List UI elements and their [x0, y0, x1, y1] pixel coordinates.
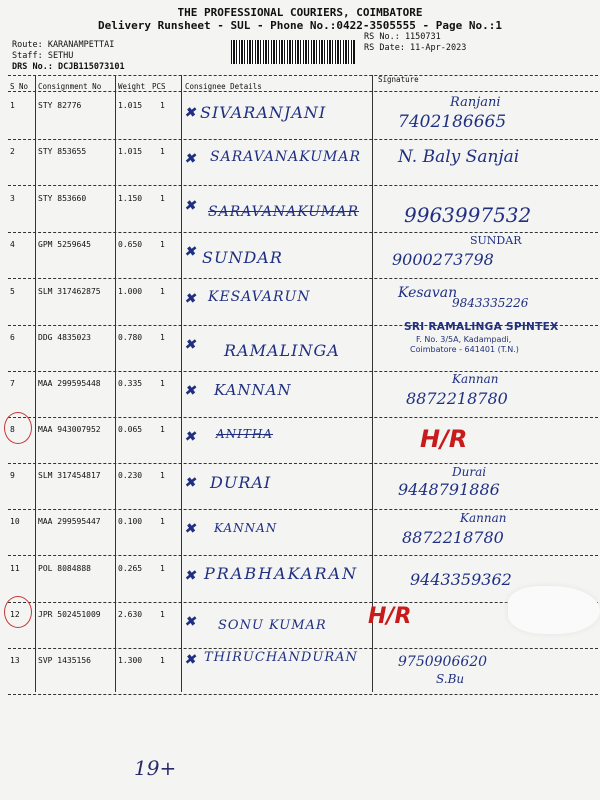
- row-sig2: 9000273798: [392, 250, 494, 269]
- row-consignee: SIVARANJANI: [200, 103, 327, 122]
- row-consignee: KANNAN: [214, 381, 292, 399]
- row-consignment: MAA 299595448: [38, 379, 101, 388]
- row-consignment: STY 82776: [38, 101, 82, 110]
- company-title: THE PROFESSIONAL COURIERS, COIMBATORE: [177, 6, 423, 19]
- row-sno: 5: [10, 287, 15, 296]
- table-header-rule: [8, 91, 598, 92]
- row-consignment: DDG 4835023: [38, 333, 91, 342]
- table-row: [0, 279, 600, 325]
- row-sno: 2: [10, 147, 15, 156]
- tick-mark-icon: ✖: [184, 475, 196, 491]
- row-sig2: 8872218780: [406, 389, 508, 408]
- row-sig1: SUNDAR: [470, 234, 522, 247]
- row-sig2: 9843335226: [452, 296, 529, 310]
- tick-mark-icon: ✖: [184, 614, 196, 630]
- row-consignment: STY 853660: [38, 194, 87, 203]
- correction-blot: [508, 586, 600, 634]
- row-pcs: 1: [160, 471, 165, 480]
- runsheet-subtitle: Delivery Runsheet - SUL - Phone No.:0422-3505555 - Page No.:1: [98, 19, 502, 32]
- row-consignment: GPM 5259645: [38, 240, 91, 249]
- row-sig1: Ranjani: [450, 95, 501, 110]
- row-consignee: SUNDAR: [202, 248, 283, 267]
- row-consignment: MAA 299595447: [38, 517, 101, 526]
- tick-mark-icon: ✖: [184, 291, 196, 307]
- row-weight: 2.630: [118, 610, 143, 619]
- row-consignee: PRABHAKARAN: [204, 564, 359, 583]
- row-weight: 1.150: [118, 194, 143, 203]
- row-sno: 6: [10, 333, 15, 342]
- row-consignment: SLM 317454817: [38, 471, 101, 480]
- row-pcs: 1: [160, 564, 165, 573]
- row-sig1: Kannan: [452, 372, 499, 386]
- table-row: [0, 648, 600, 694]
- row-consignment: POL 8084888: [38, 564, 91, 573]
- rs-number: RS No.: 1150731: [364, 32, 441, 42]
- row-weight: 0.065: [118, 425, 143, 434]
- row-weight: 0.335: [118, 379, 143, 388]
- stamp-name: SRI RAMALINGA SPINTEX: [404, 321, 559, 333]
- row-sno: 13: [10, 656, 20, 665]
- col-header-consignment: Consignment No: [38, 82, 102, 91]
- row-consignee: KESAVARUN: [208, 289, 311, 305]
- row-pcs: 1: [160, 333, 165, 342]
- row-sig2: 9448791886: [398, 480, 500, 499]
- row-sno: 7: [10, 379, 15, 388]
- row-sno: 12: [10, 610, 20, 619]
- row-rule: [8, 694, 598, 695]
- row-consignee: RAMALINGA: [224, 341, 340, 360]
- tick-mark-icon: ✖: [184, 383, 196, 399]
- row-sig2: 7402186665: [398, 112, 507, 132]
- row-consignment: SLM 317462875: [38, 287, 101, 296]
- tick-mark-icon: ✖: [184, 198, 196, 214]
- row-sig1: S.Bu: [436, 672, 465, 686]
- table-row: [0, 139, 600, 185]
- tick-mark-icon: ✖: [184, 568, 196, 584]
- drs-number: DRS No.: DCJB115073101: [12, 62, 125, 72]
- row-sno: 1: [10, 101, 15, 110]
- row-weight: 0.265: [118, 564, 143, 573]
- footer-mark: 19+: [134, 756, 177, 780]
- row-sig2: 9750906620: [398, 654, 488, 670]
- row-sig1: Kesavan: [398, 285, 458, 301]
- row-consignee: SONU KUMAR: [218, 618, 327, 633]
- row-pcs: 1: [160, 610, 165, 619]
- row-consignment: MAA 943007952: [38, 425, 101, 434]
- row-weight: 0.780: [118, 333, 143, 342]
- row-pcs: 1: [160, 240, 165, 249]
- row-consignee: DURAI: [210, 473, 272, 492]
- row-sno: 11: [10, 564, 20, 573]
- staff-label: Staff: SETHU: [12, 51, 74, 61]
- row-consignee: ANITHA: [216, 427, 274, 441]
- row-sig1: H/R: [420, 425, 468, 453]
- table-row: [0, 463, 600, 509]
- tick-mark-icon: ✖: [184, 337, 196, 353]
- row-pcs: 1: [160, 517, 165, 526]
- row-sno: 10: [10, 517, 20, 526]
- row-consignee: SARAVANAKUMAR: [208, 204, 360, 220]
- col-header-consignee: Consignee Details: [185, 82, 262, 91]
- table-row: [0, 509, 600, 555]
- company-stamp: [404, 321, 594, 354]
- row-weight: 0.100: [118, 517, 143, 526]
- row-consignee: KANNAN: [214, 521, 278, 535]
- table-row: [0, 93, 600, 139]
- row-8-circle: [4, 412, 32, 444]
- row-sno: 4: [10, 240, 15, 249]
- route-label: Route: KARANAMPETTAI: [12, 40, 115, 50]
- row-sig1: H/R: [368, 604, 412, 629]
- stamp-address-1: F. No. 3/5A, Kadampadi,: [416, 335, 512, 344]
- tick-mark-icon: ✖: [184, 429, 196, 445]
- row-sig2: 9963997532: [404, 203, 532, 227]
- tick-mark-icon: ✖: [184, 105, 196, 121]
- row-weight: 0.650: [118, 240, 143, 249]
- table-row: [0, 186, 600, 232]
- table-top-rule: [8, 75, 598, 76]
- table-row: [0, 417, 600, 463]
- row-weight: 1.015: [118, 147, 143, 156]
- row-consignment: STY 853655: [38, 147, 87, 156]
- table-row: [0, 371, 600, 417]
- tick-mark-icon: ✖: [184, 151, 196, 167]
- row-consignee: SARAVANAKUMAR: [210, 149, 362, 165]
- row-sno: 3: [10, 194, 15, 203]
- row-pcs: 1: [160, 287, 165, 296]
- tick-mark-icon: ✖: [184, 244, 196, 260]
- row-weight: 0.230: [118, 471, 143, 480]
- row-sig1: Durai: [452, 465, 487, 479]
- row-pcs: 1: [160, 425, 165, 434]
- row-weight: 1.015: [118, 101, 143, 110]
- row-pcs: 1: [160, 194, 165, 203]
- stamp-address-2: Coimbatore - 641401 (T.N.): [410, 345, 519, 354]
- row-pcs: 1: [160, 656, 165, 665]
- row-consignment: JPR 502451009: [38, 610, 101, 619]
- row-weight: 1.300: [118, 656, 143, 665]
- row-sno: 9: [10, 471, 15, 480]
- row-sig1: N. Baly Sanjai: [398, 147, 520, 167]
- col-header-pcs: PCS: [152, 82, 166, 91]
- row-12-circle: [4, 596, 32, 628]
- row-sno: 8: [10, 425, 15, 434]
- row-pcs: 1: [160, 379, 165, 388]
- row-pcs: 1: [160, 147, 165, 156]
- tick-mark-icon: ✖: [184, 521, 196, 537]
- row-consignment: SVP 1435156: [38, 656, 91, 665]
- table-row: [0, 232, 600, 278]
- row-sig1: Kannan: [460, 511, 507, 525]
- row-sig2: 8872218780: [402, 528, 504, 547]
- rs-date: RS Date: 11-Apr-2023: [364, 43, 467, 53]
- col-header-signature: Signature: [378, 75, 419, 84]
- col-header-weight: Weight: [118, 82, 146, 91]
- row-consignee: THIRUCHANDURAN: [204, 650, 358, 665]
- row-pcs: 1: [160, 101, 165, 110]
- row-sig2: 9443359362: [410, 570, 512, 589]
- tick-mark-icon: ✖: [184, 652, 196, 668]
- col-header-sno: S No: [10, 82, 29, 91]
- row-weight: 1.000: [118, 287, 143, 296]
